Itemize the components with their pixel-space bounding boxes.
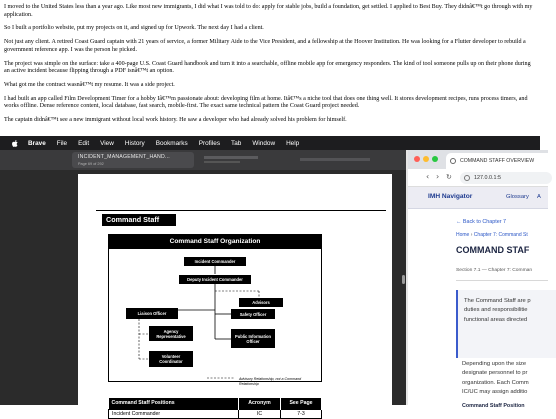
pdf-page (78, 174, 392, 417)
menu-bookmarks[interactable]: Bookmarks (155, 139, 188, 147)
box-agency-representative: Agency Representative (149, 326, 193, 341)
table-header-row (109, 398, 322, 409)
positions-heading: Command Staff Position (462, 403, 525, 409)
menu-history[interactable]: History (124, 139, 145, 147)
reload-icon[interactable]: ↻ (446, 173, 452, 181)
close-window-button[interactable] (414, 156, 420, 162)
site-header (408, 187, 548, 209)
section-banner (96, 210, 386, 225)
body-line: organization. Each Comm (462, 379, 529, 386)
forward-arrow-icon[interactable]: › (436, 172, 440, 181)
box-public-information-officer: Public Information Officer (231, 329, 275, 348)
cell-page: 7-3 (281, 409, 322, 418)
cell-position: Incident Commander (109, 409, 239, 418)
box-safety-officer: Safety Officer (231, 309, 275, 319)
browser-tab[interactable] (446, 153, 556, 169)
menu-window[interactable]: Window (252, 139, 276, 147)
menu-profiles[interactable]: Profiles (198, 139, 221, 147)
org-chart-title: Command Staff Organization (109, 235, 321, 249)
embedded-screenshot (0, 136, 541, 417)
blurred-tab-title (204, 156, 258, 159)
page-title: COMMAND STAF (456, 245, 530, 255)
box-liaison-officer: Liaison Officer (126, 308, 178, 319)
breadcrumb-separator: › (470, 232, 474, 238)
body-line: IC/UC may assign additio (462, 389, 528, 396)
site-brand[interactable]: IMH Navigator (428, 193, 473, 200)
pdf-scrollbar-thumb[interactable] (402, 275, 405, 284)
section-label: Command Staff (102, 214, 176, 226)
globe-icon (450, 158, 456, 164)
summary-callout (456, 290, 556, 358)
pdf-tab-title: INCIDENT_MANAGEMENT_HAND... (78, 154, 170, 160)
menu-app-name[interactable]: Brave (28, 139, 46, 147)
article-paragraph: I had built an app called Film Development Timer for a hobby Iâ€™m passionate about: developing film at home. Itâ€™s a niche tool that does one thing well. It stores development recipes, runs process timers, and works offline. Dense reference content, local database, fast search, mobile-first. The exact same technical pattern the Coast Guard project needed. (4, 95, 528, 110)
blurred-tab-subtitle (204, 161, 240, 163)
cell-acronym: IC (239, 409, 281, 418)
back-arrow-icon[interactable]: ‹ (426, 172, 430, 181)
header-see-page: See Page (281, 398, 322, 409)
address-bar-url: 127.0.0.1:5 (474, 175, 501, 181)
article-body (4, 4, 536, 131)
breadcrumb-home[interactable]: Home (456, 232, 470, 238)
positions-table (108, 398, 322, 419)
callout-line: duties and responsibilitie (464, 307, 528, 314)
minimize-window-button[interactable] (423, 156, 429, 162)
menu-edit[interactable]: Edit (78, 139, 90, 147)
section-reference: Section 7.1 — Chapter 7: Comman (456, 268, 533, 273)
nav-link-next[interactable]: A (537, 194, 541, 200)
nav-link-glossary[interactable]: Glossary (506, 194, 529, 200)
browser-window (408, 150, 548, 410)
browser-tab-strip (408, 150, 548, 169)
box-advisors: Advisors (239, 298, 283, 307)
pdf-viewer-window (0, 150, 406, 417)
menu-help[interactable]: Help (286, 139, 300, 147)
browser-tab-title: COMMAND STAFF OVERVIEW (460, 158, 535, 164)
breadcrumb (456, 232, 528, 238)
org-chart-legend: Advisory Relationship, not a Command Relationship (239, 377, 302, 386)
divider (456, 280, 548, 281)
header-positions: Command Staff Positions (109, 398, 239, 409)
org-chart (108, 234, 322, 386)
pdf-tab[interactable] (72, 152, 194, 168)
body-line: Depending upon the size (462, 361, 527, 367)
box-incident-commander: Incident Commander (184, 257, 246, 266)
article-paragraph: I moved to the United States less than a year ago. Like most new immigrants, I did what I was told to do: apply for stable jobs, build a foundation, get settled. I applied to Best Buy. They didnâ€™t go through with my application. (4, 4, 533, 18)
apple-icon[interactable] (12, 140, 18, 147)
blurred-toolbar-text (300, 158, 370, 161)
header-acronym: Acronym (239, 398, 281, 409)
back-to-chapter-link[interactable]: ← Back to Chapter 7 (456, 219, 507, 225)
body-line: designate personnel to pr (462, 370, 528, 377)
callout-line: functional areas directed (464, 316, 528, 323)
zoom-window-button[interactable] (432, 156, 438, 162)
table-row (109, 409, 322, 418)
browser-nav-bar (408, 169, 548, 187)
mac-menubar (0, 136, 540, 150)
info-icon[interactable] (464, 175, 470, 181)
article-paragraph: Not just any client. A retired Coast Guard captain with 21 years of service, a former Military Aide to the Vice President, and a fellowship at the Hoover Institution. He was looking for a Flutter developer to rebuild a government reference app. I was the person he picked. (4, 39, 526, 53)
breadcrumb-chapter[interactable]: Chapter 7: Command St (473, 232, 528, 238)
pdf-toolbar (0, 150, 406, 170)
menu-file[interactable]: File (56, 139, 68, 147)
article-paragraph: The captain didnâ€™t see a new immigrant without local work history. He saw a developer who had already solved his problem for himself. (4, 117, 347, 124)
article-paragraph: So I built a portfolio website, put my projects on it, and signed up for Upwork. The next day I had a client. (4, 25, 264, 32)
body-paragraph (462, 360, 529, 398)
article-paragraph: The project was simple on the surface: take a 400-page U.S. Coast Guard handbook and turn it into a searchable, offline mobile app for emergency responders. The kind of tool someone pulls up on their phone during an active incident because flipping through a PDF isnâ€™t an option. (4, 60, 531, 75)
article-paragraph: What got me the contract wasnâ€™t my resume. It was a side project. (4, 81, 175, 88)
callout-line: The Command Staff are p (464, 298, 531, 304)
menu-tab[interactable]: Tab (231, 139, 242, 147)
menu-view[interactable]: View (100, 139, 114, 147)
pdf-page-indicator: Page 69 of 292 (78, 161, 104, 166)
box-volunteer-coordinator: Volunteer Coordinator (149, 351, 193, 367)
box-deputy-incident-commander: Deputy Incident Commander (179, 275, 251, 284)
address-bar[interactable] (460, 172, 552, 184)
